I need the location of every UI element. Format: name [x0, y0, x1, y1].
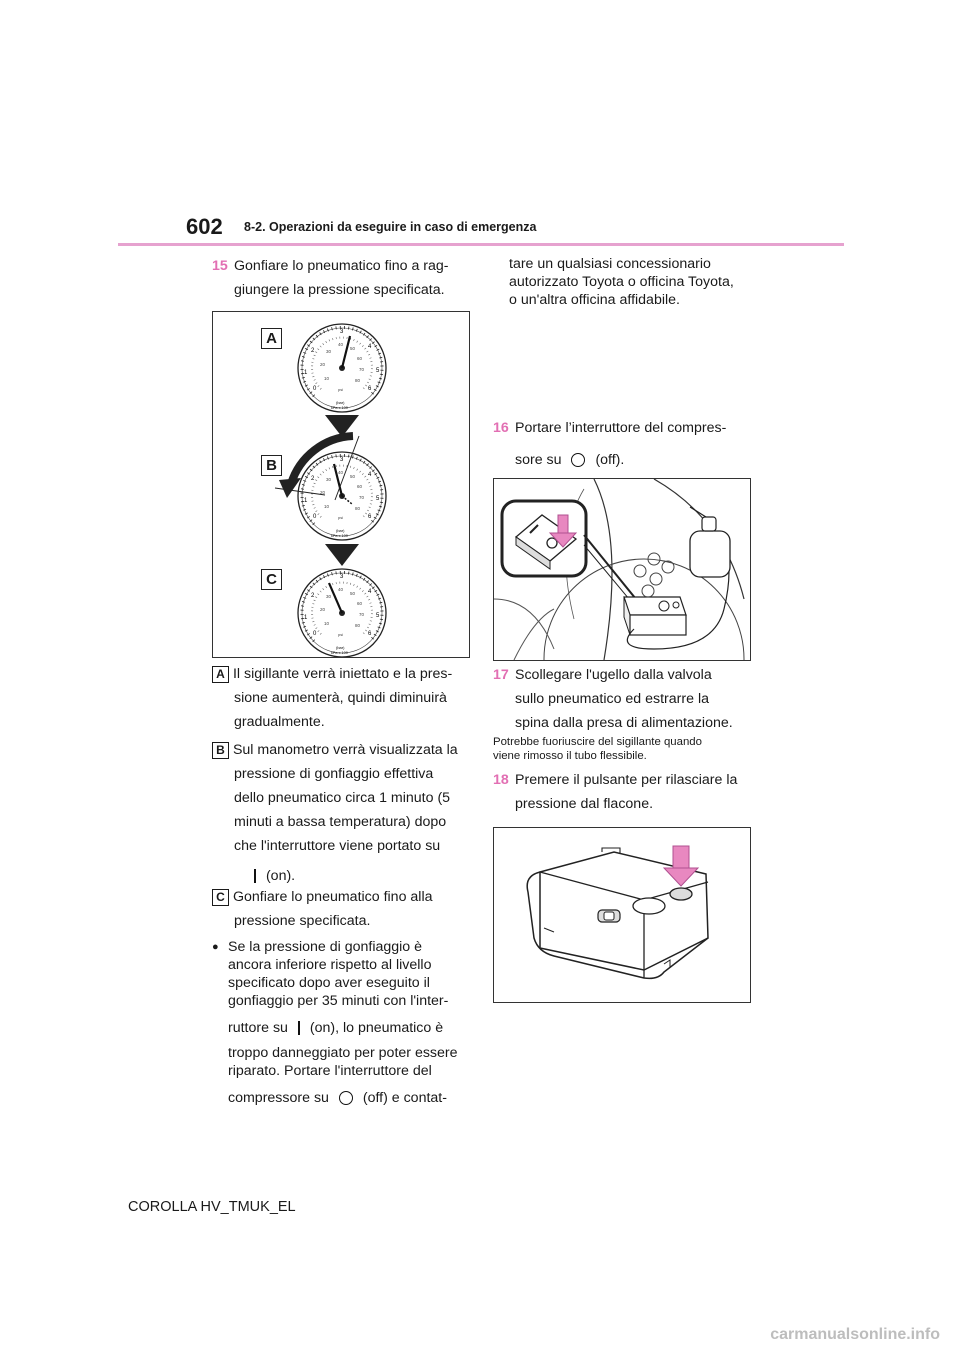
bullet-text: riparato. Portare l'interruttore del [228, 1063, 432, 1079]
bullet-text: ancora inferiore rispetto al livello [228, 957, 432, 973]
step-17 [493, 663, 755, 735]
step-text: Scollegare l'ugello dalla valvola [515, 667, 712, 683]
release-button-figure [493, 827, 751, 1003]
note [493, 736, 755, 763]
figure-label-b: B [261, 455, 282, 476]
bullet-text: (off) e contat- [362, 1090, 447, 1106]
step-text: Premere il pulsante per rilasciare la [515, 772, 738, 788]
compressor-release-illustration [494, 828, 750, 1002]
step-text: spina dalla presa di alimentazione. [515, 715, 733, 731]
off-switch-icon [571, 453, 585, 467]
compressor-switch-illustration [494, 479, 750, 660]
step-number: 18 [493, 772, 509, 788]
on-switch-icon [254, 869, 256, 883]
bullet-low-pressure [212, 938, 490, 1107]
step-text: (off). [595, 452, 625, 468]
page-number: 602 [186, 214, 223, 239]
on-switch-icon [298, 1021, 300, 1035]
bullet-text: ● Se la pressione di gonfiaggio è [228, 939, 423, 955]
bullet-text: ruttore su [228, 1020, 288, 1036]
bullet-text: gonfiaggio per 35 minuti con l'inter- [228, 993, 449, 1009]
step-number: 17 [493, 667, 509, 683]
watermark: carmanualsonline.info [770, 1326, 940, 1343]
step-text: pressione dal flacone. [515, 796, 654, 812]
tag-b: B [212, 742, 229, 759]
item-text: sione aumenterà, quindi diminuirà [234, 690, 447, 706]
gauge-figure [212, 311, 470, 658]
step-15 [212, 254, 472, 302]
step-number: 16 [493, 420, 509, 436]
note-text: Potrebbe fuoriuscire del sigillante quando [493, 736, 702, 748]
step-text: Gonfiare lo pneumatico fino a rag- [234, 258, 449, 274]
item-b [212, 738, 474, 888]
item-text: pressione di gonfiaggio effettiva [234, 766, 434, 782]
header-rule [118, 243, 844, 246]
note-text: viene rimosso il tubo flessibile. [493, 749, 647, 762]
step-text: Portare l’interruttore del compres- [515, 420, 727, 436]
figure-label-a: A [261, 328, 282, 349]
item-text: che l'interruttore viene portato su [234, 838, 441, 854]
compressor-switch-figure [493, 478, 751, 661]
step-text: sullo pneumatico ed estrarre la [515, 691, 709, 707]
item-a [212, 662, 474, 734]
item-text: pressione specificata. [234, 913, 371, 929]
gauge-illustration: 5 6 70 80 r) 100 [213, 312, 469, 657]
step-16 [493, 416, 755, 472]
item-c [212, 885, 474, 933]
item-text: Gonfiare lo pneumatico fino alla [232, 889, 433, 905]
tag-a: A [212, 666, 229, 683]
bullet-text: compressore su [228, 1090, 329, 1106]
tag-c: C [212, 889, 229, 906]
item-text: gradualmente. [234, 714, 325, 730]
figure-label-c: C [261, 569, 282, 590]
item-text: minuti a bassa temperatura) dopo [234, 814, 447, 830]
section-title: 8-2. Operazioni da eseguire in caso di emergenza [244, 220, 537, 234]
body-text: autorizzato Toyota o officina Toyota, [509, 274, 734, 290]
bullet-text: troppo danneggiato per poter essere [228, 1045, 458, 1061]
footer-model: COROLLA HV_TMUK_EL [128, 1199, 296, 1215]
body-text: o un'altra officina affidabile. [509, 292, 680, 308]
item-text: (on). [265, 868, 296, 884]
step-18 [493, 768, 755, 816]
item-text: Il sigillante verrà iniettato e la pres- [232, 666, 453, 682]
item-text: dello pneumatico circa 1 minuto (5 [234, 790, 451, 806]
item-text: Sul manometro verrà visualizzata la [232, 742, 458, 758]
continued-text [509, 255, 754, 309]
step-text: sore su [515, 452, 562, 468]
bullet-text: (on), lo pneumatico è [309, 1020, 444, 1036]
step-text: giungere la pressione specificata. [234, 282, 445, 298]
bullet-text: specificato dopo aver eseguito il [228, 975, 430, 991]
off-switch-icon [339, 1091, 353, 1105]
step-number: 15 [212, 258, 228, 274]
body-text: tare un qualsiasi concessionario [509, 256, 711, 272]
